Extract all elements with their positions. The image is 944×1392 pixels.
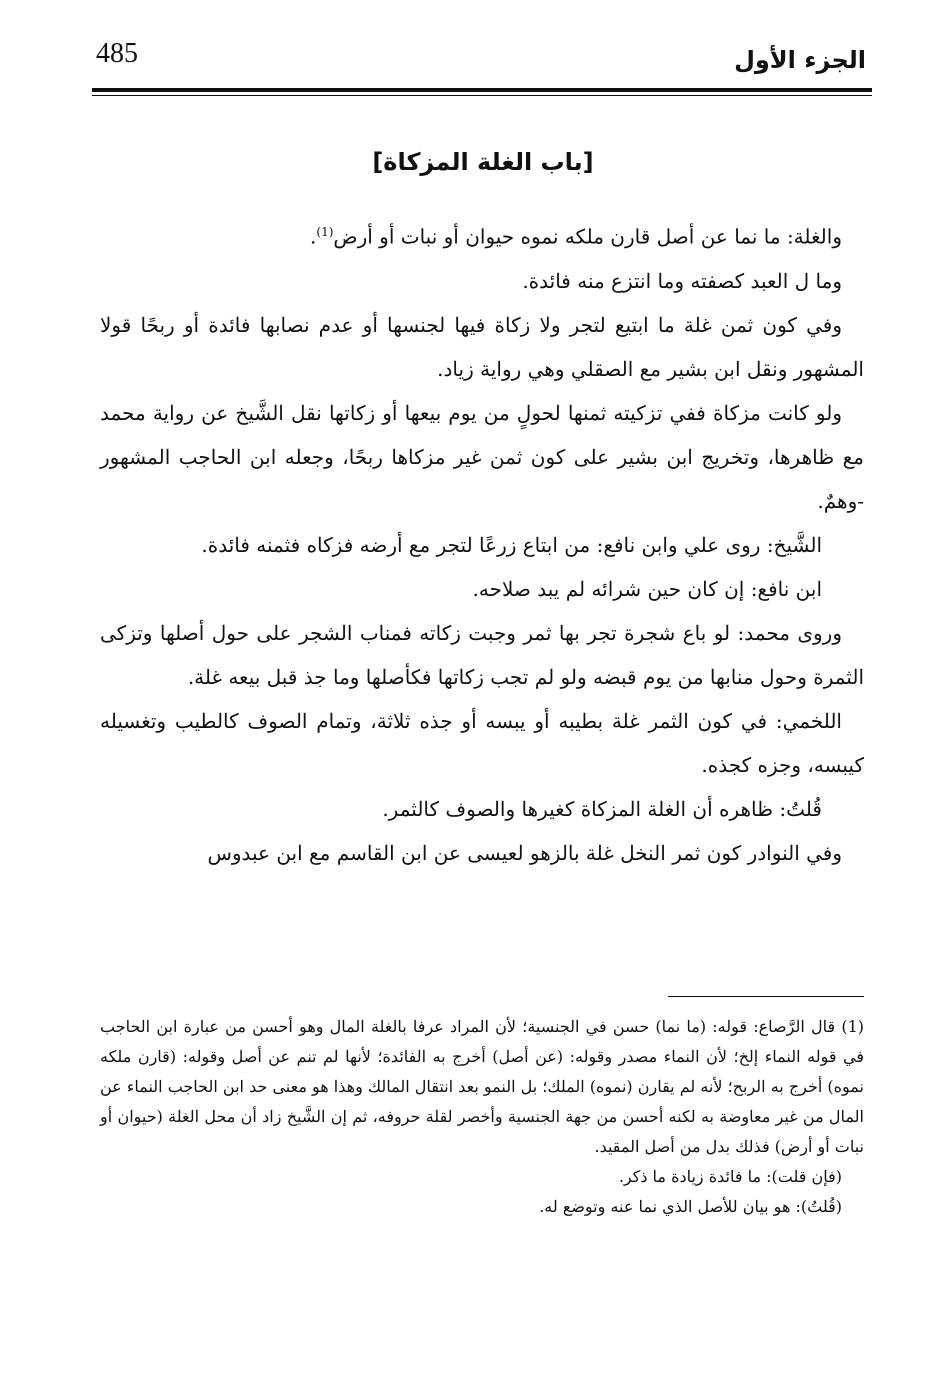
- section-title: [باب الغلة المزكاة]: [372, 148, 594, 176]
- paragraph: ولو كانت مزكاة ففي تزكيته ثمنها لحولٍ من يوم بيعها أو زكاتها نقل الشَّيخ عن رواية محمد مع ظاهرها، وتخريج ابن بشير على كون ثمن غير مزكاها ربحًا، وجعله ابن الحاجب المشهور -وهمٌ.: [100, 400, 864, 513]
- header-rule-thick: [92, 88, 872, 92]
- paragraph: الشَّيخ: روى علي وابن نافع: من ابتاع زرعًا لتجر مع أرضه فزكاه فثمنه فائدة.: [201, 532, 822, 557]
- paragraph: اللخمي: في كون الثمر غلة بطيبه أو يبسه أو جذه ثلاثة، وتمام الصوف كالطيب وتغسيله كيبسه، وجزه كجذه.: [100, 708, 864, 777]
- footnote-marker[interactable]: (1): [316, 225, 334, 239]
- paragraph: والغلة: ما نما عن أصل قارن ملكه نموه حيوان أو نبات أو أرض$^{(1)}$.: [310, 224, 842, 249]
- footnote: (قُلتُ): هو بيان للأصل الذي نما عنه وتوضع له.: [539, 1197, 842, 1216]
- footnote-separator: [668, 996, 864, 997]
- running-header: الجزء الأول: [734, 46, 866, 74]
- paragraph: وما ل العبد كصفته وما انتزع منه فائدة.: [522, 268, 842, 293]
- paragraph: وفي النوادر كون ثمر النخل غلة بالزهو لعيسى عن ابن القاسم مع ابن عبدوس: [207, 840, 842, 865]
- paragraph: وفي كون ثمن غلة ما ابتيع لتجر ولا زكاة فيها لجنسها أو عدم نصابها فائدة أو ربحًا قولا المشهور ونقل ابن بشير مع الصقلي وهي رواية زياد.: [100, 312, 864, 381]
- paragraph: قُلتُ: ظاهره أن الغلة المزكاة كغيرها والصوف كالثمر.: [382, 796, 822, 821]
- paragraph: وروى محمد: لو باع شجرة تجر بها ثمر وجبت زكاته فمناب الشجر على حول أصلها وتزكى الثمرة وحول منابها من يوم قبضه ولو لم تجب زكاتها فكأصلها وما جذ قبل بيعه غلة.: [100, 620, 864, 689]
- footnote: (1) قال الرَّصاع: قوله: (ما نما) حسن في الجنسية؛ لأن المراد عرفا بالغلة المال وهو أحسن من عبارة ابن الحاجب في قوله النماء إلخ؛ لأن النماء مصدر وقوله: (عن أصل) أخرج به الفائدة؛ لأنها لم تنم عن أصل وقوله: (قارن ملكه نموه) أخرج به الربح؛ لأنه لم يقارن (نموه) الملك؛ بل النمو بعد انتقال المالك وهذا هو معنى حد ابن الحاجب النماء عن المال من غير معاوضة به لكنه أحسن من جهة الجنسية وأخصر لقلة حروفه، ثم إن الشَّيخ زاد أن محل الغلة (حيوان أو نبات أو أرض) فذلك بدل من أصل المقيد.: [100, 1017, 865, 1156]
- body-text: [100, 210, 864, 875]
- footnote: (فإن قلت): ما فائدة زيادة ما ذكر.: [618, 1167, 842, 1186]
- paragraph: ابن نافع: إن كان حين شرائه لم يبد صلاحه.: [472, 576, 822, 601]
- footnotes: [100, 1012, 864, 1222]
- header-rule-thin: [92, 95, 872, 96]
- page-number: 485: [96, 38, 138, 69]
